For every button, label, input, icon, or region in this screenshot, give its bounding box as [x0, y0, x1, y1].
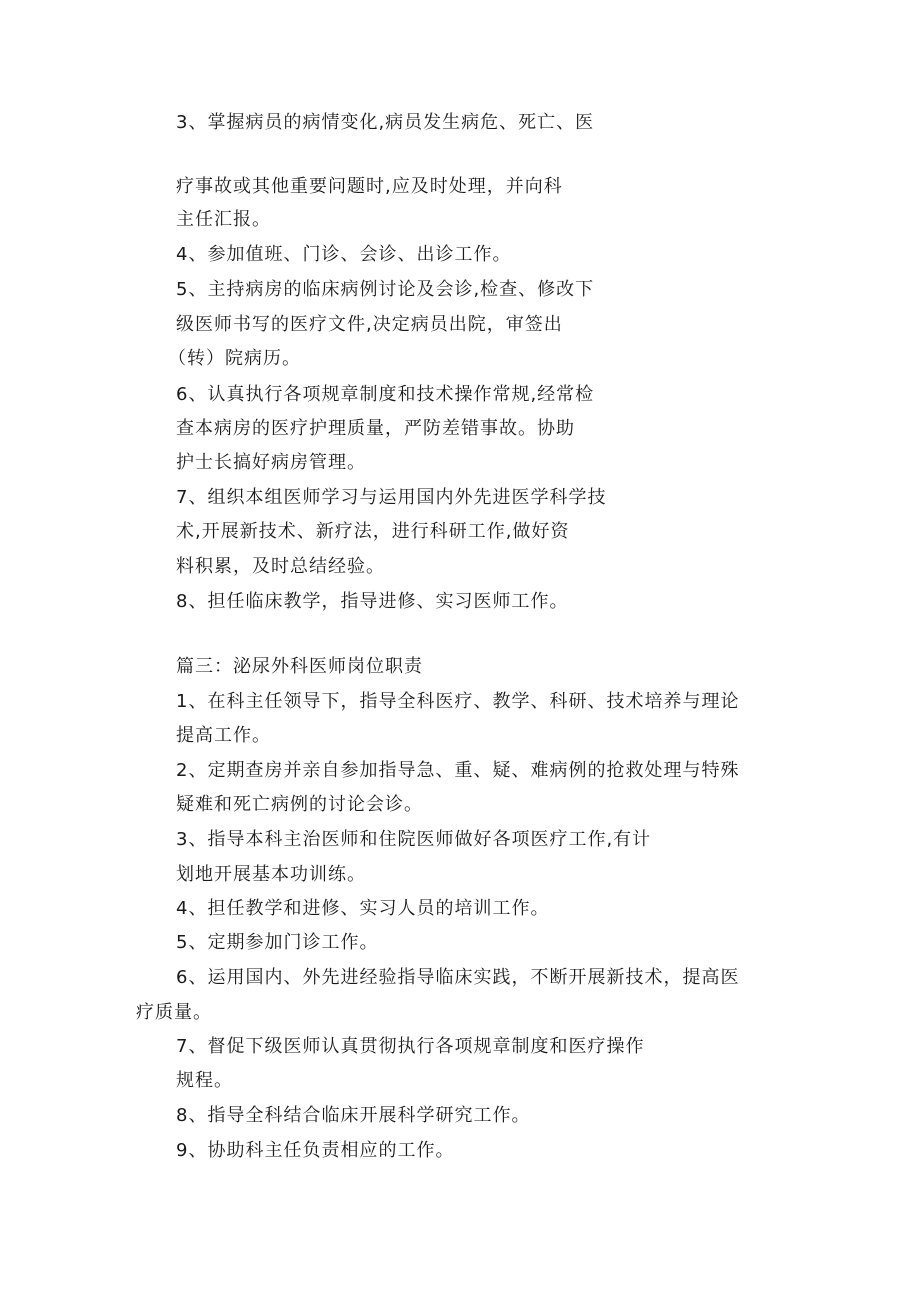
paragraph-line: 5、主持病房的临床病例讨论及会诊,检查、修改下: [176, 279, 595, 300]
paragraph-line: 护士长搞好病房管理。: [176, 452, 366, 473]
paragraph-line: 疑难和死亡病例的讨论会诊。: [176, 794, 423, 815]
paragraph-line: （转）院病历。: [168, 348, 301, 369]
paragraph-line: 提高工作。: [176, 725, 271, 746]
paragraph-line: 8、担任临床教学，指导进修、实习医师工作。: [176, 591, 569, 612]
paragraph-line: 8、指导全科结合临床开展科学研究工作。: [176, 1105, 531, 1126]
paragraph-line: 3、指导本科主治医师和住院医师做好各项医疗工作,有计: [176, 829, 652, 850]
paragraph-line: 7、组织本组医师学习与运用国内外先进医学科学技: [176, 487, 607, 508]
paragraph-line: 5、定期参加门诊工作。: [176, 932, 379, 953]
paragraph-line: 2、定期查房并亲自参加指导急、重、疑、难病例的抢救处理与特殊: [176, 760, 740, 781]
paragraph-line: 划地开展基本功训练。: [176, 864, 366, 885]
paragraph-line: 疗事故或其他重要问题时,应及时处理，并向科: [176, 176, 563, 197]
paragraph-line: 4、担任教学和进修、实习人员的培训工作。: [176, 898, 550, 919]
paragraph-line: 查本病房的医疗护理质量，严防差错事故。协助: [176, 418, 575, 439]
section-heading: 篇三：泌尿外科医师岗位职责: [176, 656, 423, 677]
paragraph-line: 4、参加值班、门诊、会诊、出诊工作。: [176, 244, 512, 265]
paragraph-line: 级医师书写的医疗文件,决定病员出院，审签出: [176, 314, 563, 335]
paragraph-line: 1、在科主任领导下，指导全科医疗、教学、科研、技术培养与理论: [176, 691, 740, 712]
paragraph-line: 料积累，及时总结经验。: [176, 556, 385, 577]
paragraph-line: 术,开展新技术、新疗法，进行科研工作,做好资: [176, 521, 570, 542]
paragraph-line: 疗质量。: [136, 1002, 212, 1023]
paragraph-line: 7、督促下级医师认真贯彻执行各项规章制度和医疗操作: [176, 1036, 645, 1057]
paragraph-line: 6、运用国内、外先进经验指导临床实践，不断开展新技术，提高医: [176, 967, 740, 988]
paragraph-line: 主任汇报。: [176, 209, 271, 230]
paragraph-line: 6、认真执行各项规章制度和技术操作常规,经常检: [176, 384, 595, 405]
paragraph-line: 3、掌握病员的病情变化,病员发生病危、死亡、医: [176, 112, 595, 133]
paragraph-line: 规程。: [176, 1070, 233, 1091]
paragraph-line: 9、协助科主任负责相应的工作。: [176, 1140, 455, 1161]
